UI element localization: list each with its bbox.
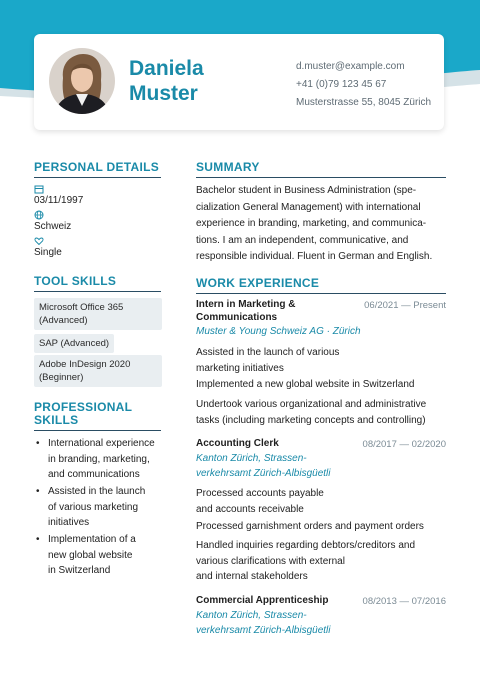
summary-text — [196, 183, 448, 266]
task-line: and internal stakeholders — [196, 571, 308, 582]
job-title — [196, 594, 328, 607]
skill-line: Assisted in the launch — [48, 486, 146, 497]
divider — [196, 293, 446, 294]
job-title-line: Communications — [196, 312, 278, 323]
tool-skill-name: Microsoft Office 365 — [39, 302, 124, 313]
summary-line: cialization General Management) with international — [196, 201, 421, 213]
task-line: Processed accounts payable — [196, 488, 324, 499]
address: Musterstrasse 55, 8045 Zürich — [296, 97, 432, 108]
job-task — [196, 519, 448, 535]
summary-line: Bachelor student in Business Administration (spe- — [196, 185, 417, 196]
skill-line: of various marketing — [48, 501, 139, 513]
skill-line: and communications — [48, 469, 140, 480]
marital-status: Single — [34, 247, 62, 258]
skill-line: new global website — [48, 549, 133, 561]
birthdate: 03/11/1997 — [34, 195, 84, 206]
job-task — [196, 377, 448, 393]
task-line: Handled inquiries regarding debtors/creditors and — [196, 540, 416, 551]
work-experience-heading: WORK EXPERIENCE — [196, 276, 320, 290]
summary-line: tions. I am an independent, communicative, and — [196, 234, 409, 246]
candidate-name — [129, 56, 204, 106]
job-task — [196, 397, 448, 428]
birthdate-item — [34, 184, 83, 206]
job-date: 08/2017 — 02/2020 — [362, 439, 446, 450]
tool-skill-pill — [34, 298, 162, 330]
heart-icon — [34, 236, 62, 247]
divider — [34, 291, 161, 292]
job-title — [196, 437, 279, 450]
company-line: Kanton Zürich, Strassen- — [196, 453, 307, 464]
task-line: tasks (including marketing concepts and controlling) — [196, 414, 426, 426]
skill-line: in Switzerland — [48, 565, 111, 576]
task-line: marketing initiatives — [196, 362, 284, 374]
nationality-item — [34, 210, 71, 232]
divider — [196, 177, 446, 178]
task-line: Implemented a new global website in Switzerland — [196, 379, 415, 390]
bullet-icon: • — [36, 438, 40, 449]
job-company: Muster & Young Schweiz AG · Zürich — [196, 326, 361, 337]
nationality: Schweiz — [34, 221, 72, 232]
job-task — [196, 345, 448, 376]
skill-line: Implementation of a — [48, 534, 136, 545]
tool-skill-pill — [34, 334, 114, 353]
phone[interactable]: +41 (0)79 123 45 67 — [296, 79, 387, 90]
skill-line: International experience — [48, 438, 155, 449]
heading-line: SKILLS — [34, 413, 79, 427]
contact-info — [296, 58, 431, 112]
job-title-line: Intern in Marketing & — [196, 299, 296, 310]
avatar — [49, 48, 115, 114]
tool-skill-level: (Advanced) — [39, 315, 88, 326]
first-name: Daniela — [129, 57, 204, 80]
heading-line: PROFESSIONAL — [34, 400, 133, 414]
summary-line: experience in branding, marketing, and communica- — [196, 218, 427, 229]
tool-skill-pill — [34, 355, 162, 387]
job-date: 06/2021 — Present — [364, 300, 446, 311]
job-company — [196, 608, 331, 638]
header-card — [34, 34, 444, 130]
calendar-icon — [34, 184, 83, 195]
bullet-icon: • — [36, 486, 40, 497]
summary-line: responsible individual. Fluent in German and English. — [196, 251, 433, 262]
task-line: Undertook various organizational and administrative — [196, 399, 427, 410]
divider — [34, 177, 161, 178]
company-line: verkehrsamt Zürich-Albisgüetli — [196, 625, 331, 636]
last-name: Muster — [129, 82, 198, 105]
task-line: and accounts receivable — [196, 503, 304, 515]
tool-skill-level: (Beginner) — [39, 372, 84, 383]
skill-list-item — [36, 484, 166, 531]
company-line: verkehrsamt Zürich-Albisgüetli — [196, 468, 331, 479]
skill-list-item — [36, 532, 166, 579]
personal-details-heading: PERSONAL DETAILS — [34, 160, 160, 174]
task-line: Processed garnishment orders and payment orders — [196, 521, 424, 532]
skill-line: initiatives — [48, 517, 90, 528]
job-title-line: Commercial Apprenticeship — [196, 595, 329, 606]
job-title-line: Accounting Clerk — [196, 438, 279, 449]
task-line: various clarifications with external — [196, 555, 345, 567]
bullet-icon: • — [36, 534, 40, 545]
summary-heading: SUMMARY — [196, 160, 260, 174]
company-line: Kanton Zürich, Strassen- — [196, 610, 307, 621]
divider — [34, 430, 161, 431]
job-task — [196, 486, 448, 517]
tool-skill-name: SAP (Advanced) — [39, 338, 110, 349]
globe-icon — [34, 210, 71, 221]
skill-line: in branding, marketing, — [48, 453, 150, 465]
status-item — [34, 236, 62, 258]
task-line: Assisted in the launch of various — [196, 347, 340, 358]
job-date: 08/2013 — 07/2016 — [362, 596, 446, 607]
tool-skills-heading: TOOL SKILLS — [34, 274, 117, 288]
skill-list-item — [36, 436, 166, 483]
tool-skill-name: Adobe InDesign 2020 — [39, 359, 131, 370]
job-title — [196, 298, 295, 324]
email[interactable]: d.muster@example.com — [296, 61, 405, 72]
job-task — [196, 538, 448, 585]
professional-skills-heading — [34, 401, 132, 427]
job-company — [196, 451, 331, 481]
